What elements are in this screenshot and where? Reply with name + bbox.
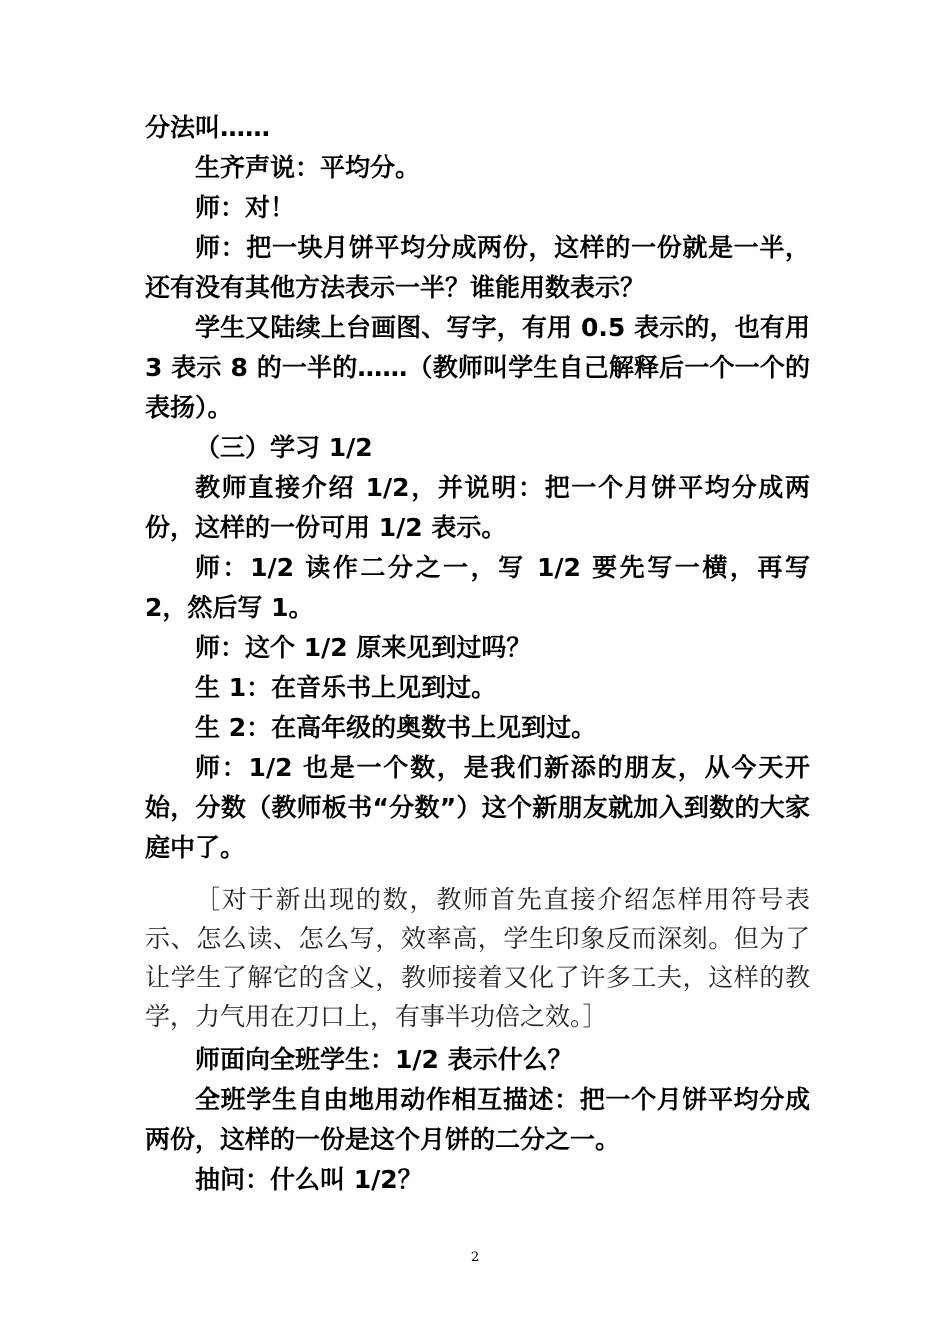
paragraph-teacher-asks-class: 师面向全班学生：1/2 表示什么？ — [195, 1045, 573, 1074]
section-heading: （三）学习 1/2 — [195, 433, 373, 462]
paragraph-student-2: 生 2：在高年级的奥数书上见到过。 — [195, 713, 597, 742]
paragraph-continuation: 分法叫…… — [145, 113, 271, 142]
paragraph-new-friend: 师：1/2 也是一个数，是我们新添的朋友，从今天开始，分数（教师板书“分数”）这个新朋友就加入到数的大家庭中了。 — [145, 753, 810, 862]
paragraph-spot-question: 抽问：什么叫 1/2？ — [195, 1165, 423, 1194]
paragraph-teacher-question: 师：把一块月饼平均分成两份，这样的一份就是一半，还有没有其他方法表示一半？谁能用数表示？ — [145, 233, 810, 302]
paragraph-introduce-half: 教师直接介绍 1/2，并说明：把一个月饼平均分成两份，这样的一份可用 1/2 表示。 — [145, 473, 810, 542]
document-body — [145, 108, 810, 1200]
page-number: 2 — [470, 1250, 480, 1265]
paragraph-teacher-confirm: 师：对！ — [195, 193, 296, 222]
paragraph-class-describes: 全班学生自由地用动作相互描述：把一个月饼平均分成两份，这样的一份是这个月饼的二分之一。 — [145, 1085, 810, 1154]
commentary-note: ［对于新出现的数，教师首先直接介绍怎样用符号表示、怎么读、怎么写，效率高，学生印象反而深刻。但为了让学生了解它的含义，教师接着又化了许多工夫，这样的教学，力气用在刀口上，有事半功倍之效。］ — [145, 885, 810, 1031]
paragraph-students-answer: 生齐声说：平均分。 — [195, 153, 421, 182]
paragraph-students-draw: 学生又陆续上台画图、写字，有用 0.5 表示的，也有用 3 表示 8 的一半的……（教师叫学生自己解释后一个一个的表扬）。 — [145, 313, 810, 422]
paragraph-student-1: 生 1：在音乐书上见到过。 — [195, 673, 497, 702]
paragraph-seen-before: 师：这个 1/2 原来见到过吗？ — [195, 633, 532, 662]
paragraph-read-write: 师：1/2 读作二分之一，写 1/2 要先写一横，再写 2，然后写 1。 — [145, 553, 810, 622]
